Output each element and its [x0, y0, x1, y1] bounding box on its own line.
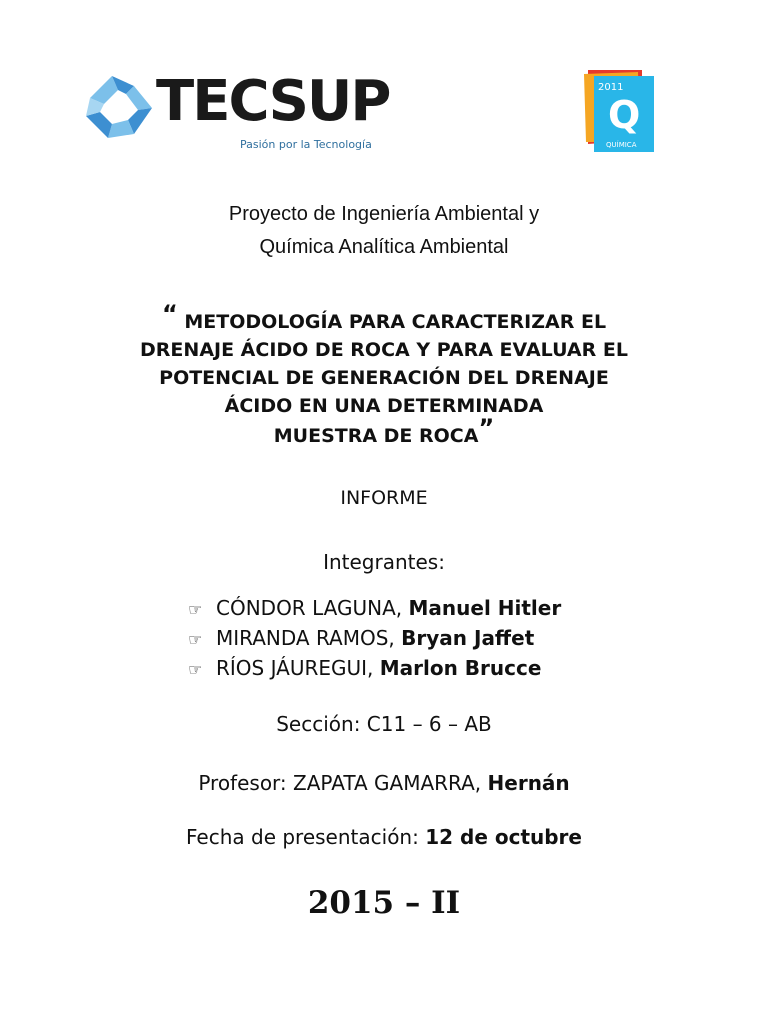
academic-period: 2015 – II	[307, 885, 461, 921]
title-text-1: METODOLOGÍA PARA CARACTERIZAR EL	[184, 311, 607, 333]
badge-label: QUÍMICA	[606, 141, 637, 149]
badge-letter: Q	[608, 93, 641, 137]
member-surname: CÓNDOR LAGUNA,	[216, 596, 403, 620]
member-given-name: Bryan Jaffet	[401, 626, 535, 650]
list-item	[188, 594, 561, 624]
pointing-hand-icon: ☞	[188, 600, 203, 619]
report-title-line2: DRENAJE ÁCIDO DE ROCA Y PARA EVALUAR EL	[140, 339, 628, 361]
project-title-line1: Proyecto de Ingeniería Ambiental y	[228, 203, 540, 225]
report-title-line5	[0, 414, 768, 450]
project-title-line2: Química Analítica Ambiental	[259, 236, 509, 258]
members-label: Integrantes:	[323, 550, 445, 574]
professor-name: Hernán	[487, 771, 570, 795]
report-title	[0, 300, 768, 450]
close-quote: ”	[478, 414, 495, 442]
member-given-name: Marlon Brucce	[379, 656, 542, 680]
recycle-arrows-icon	[86, 76, 152, 138]
member-surname: RÍOS JÁUREGUI,	[216, 656, 374, 680]
section-info: Sección: C11 – 6 – AB	[276, 712, 492, 736]
title-text-5: MUESTRA DE ROCA	[273, 425, 479, 447]
date-label: Fecha de presentación:	[186, 825, 419, 849]
list-item	[188, 624, 561, 654]
report-title-line3: POTENCIAL DE GENERACIÓN DEL DRENAJE	[159, 367, 609, 389]
badge-year: 2011	[598, 82, 624, 93]
professor-info	[0, 771, 768, 795]
logo-tagline: Pasión por la Tecnología	[240, 138, 372, 151]
open-quote: “	[161, 300, 178, 328]
logo-wordmark: TECSUP	[156, 69, 390, 134]
report-title-line4: ÁCIDO EN UNA DETERMINADA	[224, 395, 544, 417]
member-surname: MIRANDA RAMOS,	[216, 626, 395, 650]
list-item	[188, 654, 561, 684]
report-title-line1	[0, 300, 768, 336]
report-type: INFORME	[340, 487, 428, 509]
pointing-hand-icon: ☞	[188, 630, 203, 649]
pointing-hand-icon: ☞	[188, 660, 203, 679]
professor-label: Profesor: ZAPATA GAMARRA,	[198, 771, 482, 795]
member-given-name: Manuel Hitler	[408, 596, 562, 620]
presentation-date	[0, 825, 768, 849]
quimica-badge-logo	[580, 68, 660, 154]
date-value: 12 de octubre	[425, 825, 582, 849]
members-list	[188, 594, 561, 684]
